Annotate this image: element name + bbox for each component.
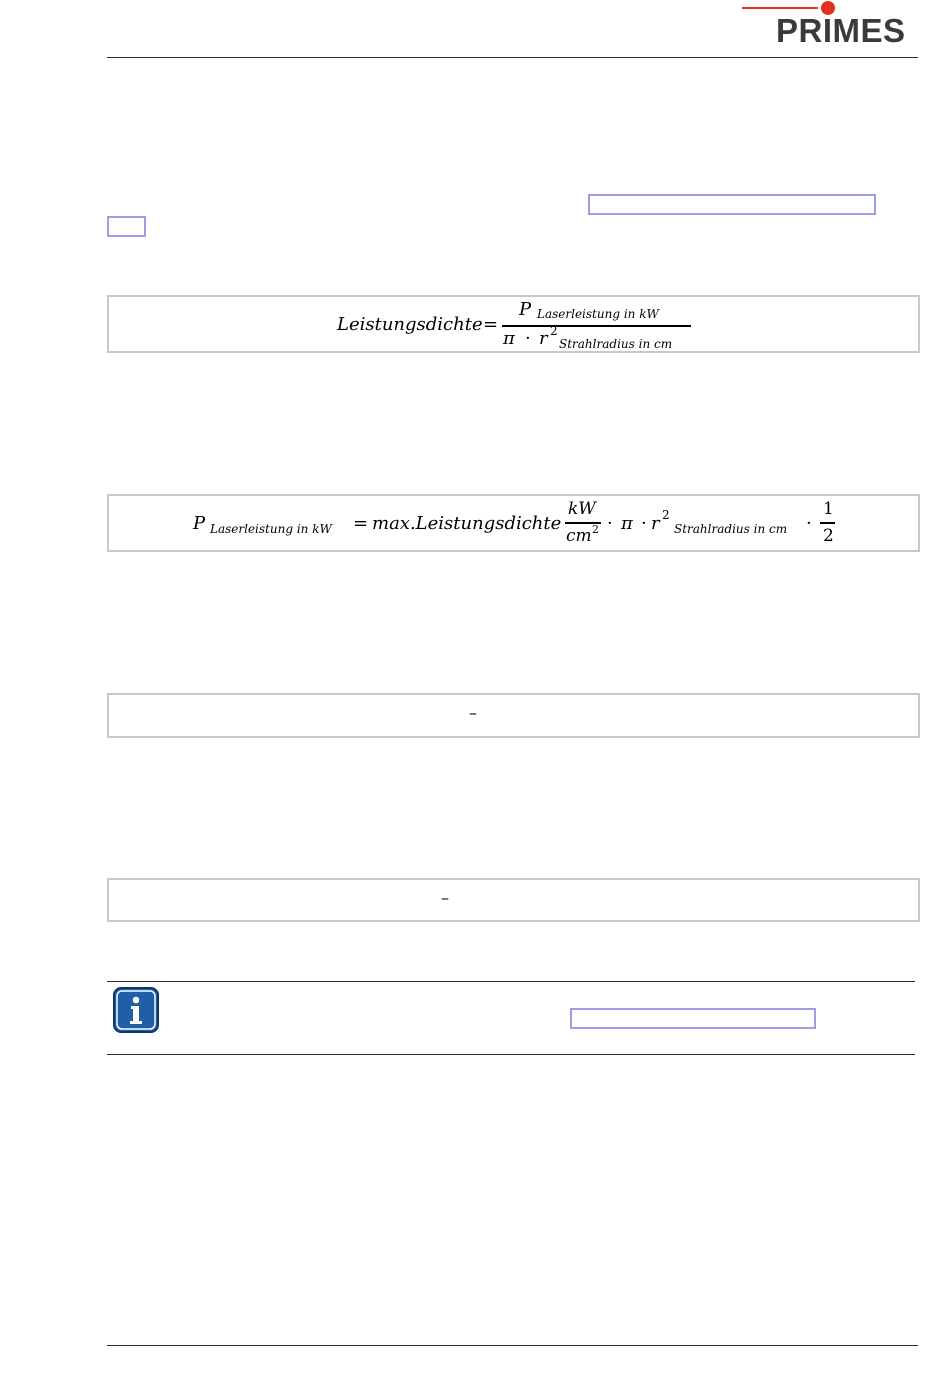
half-numerator: 1 [823, 499, 834, 519]
unit-numerator: kW [568, 499, 596, 519]
unit-denominator: cm [566, 526, 592, 546]
header-rule [107, 57, 918, 58]
logo-accent-line [742, 7, 818, 9]
formula2-dot-2: · [641, 513, 647, 534]
note-bottom-rule [107, 1054, 915, 1055]
numerator-symbol: P [519, 299, 532, 320]
formula2-P: P [193, 513, 206, 534]
formula-equals: = [483, 314, 499, 335]
formula2-r-exponent: 2 [662, 508, 670, 522]
formula3-glyph: – [469, 703, 477, 722]
formula4-glyph: – [441, 888, 449, 907]
half-fraction-bar [820, 522, 835, 524]
denominator-subscript: Strahlradius in cm [559, 337, 673, 351]
info-icon [113, 987, 159, 1033]
formula2-r: r [651, 513, 660, 534]
unit-denominator-exponent: 2 [592, 523, 599, 536]
formula2-P-subscript: Laserleistung in kW [210, 522, 332, 536]
denominator-dot: · [525, 328, 531, 349]
note-cross-reference-link[interactable] [570, 1008, 816, 1029]
formula-box-3 [107, 693, 920, 738]
formula-power-density [107, 295, 920, 353]
numerator-subscript: Laserleistung in kW [537, 307, 659, 321]
fraction-bar [502, 325, 691, 327]
formula2-dot-1: · [607, 513, 613, 534]
denominator-pi: π [503, 328, 515, 349]
formula2-r-subscript: Strahlradius in cm [674, 522, 788, 536]
denominator-r: r [539, 328, 548, 349]
footer-rule [107, 1345, 918, 1346]
company-logo: PRIMES [776, 12, 906, 49]
formula-laser-power [107, 494, 920, 552]
cross-reference-link[interactable] [588, 194, 876, 215]
formula2-equals: = [353, 513, 369, 534]
half-denominator: 2 [823, 526, 834, 546]
formula2-dot-3: · [806, 513, 812, 534]
formula-box-4 [107, 878, 920, 922]
formula2-max-density: max.Leistungsdichte [372, 513, 562, 534]
cross-reference-link-continued[interactable] [107, 216, 146, 237]
denominator-exponent: 2 [550, 324, 558, 338]
note-top-rule [107, 981, 915, 982]
formula2-pi: π [621, 513, 633, 534]
formula-lhs: Leistungsdichte [337, 314, 483, 335]
